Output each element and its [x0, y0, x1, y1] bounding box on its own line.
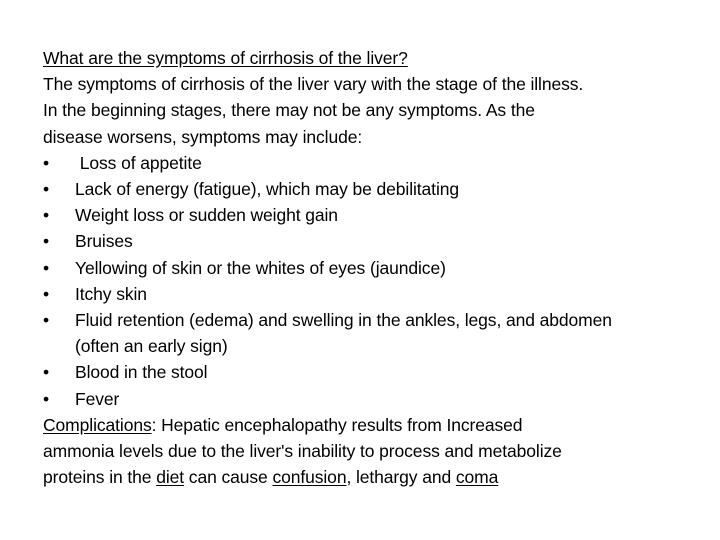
coma-term: coma: [455, 467, 499, 488]
complications-label: Complications: [43, 414, 152, 435]
complications-text: : Hepatic encephalopathy results from Increased: [151, 414, 523, 435]
list-item: [43, 255, 683, 281]
complications-text: proteins in the: [43, 467, 157, 488]
list-item: [43, 386, 683, 412]
symptom-text: Lack of energy (fatigue), which may be debilitating: [75, 179, 460, 200]
bullet-icon: •: [43, 179, 50, 200]
complications-text: can cause: [184, 467, 273, 488]
bullet-icon: •: [43, 388, 50, 409]
intro-line-3: disease worsens, symptoms may include:: [43, 126, 363, 147]
bullet-icon: •: [43, 310, 50, 331]
bullet-icon: •: [43, 205, 50, 226]
symptom-text: Loss of appetite: [75, 152, 202, 173]
symptom-text: Fluid retention (edema) and swelling in the ankles, legs, and abdomen (often an early sign): [75, 310, 612, 357]
list-item: [43, 150, 683, 176]
intro-line-2: In the beginning stages, there may not be any symptoms. As the: [43, 100, 535, 121]
symptom-text: Weight loss or sudden weight gain: [75, 205, 338, 226]
symptom-text: Blood in the stool: [75, 362, 208, 383]
complications-line-3: [43, 464, 683, 490]
list-item: [43, 307, 683, 359]
symptom-text: Bruises: [75, 231, 133, 252]
complications-line-2: ammonia levels due to the liver's inability to process and metabolize: [43, 441, 562, 462]
bullet-icon: •: [43, 231, 50, 252]
symptom-text: Itchy skin: [75, 283, 147, 304]
bullet-icon: •: [43, 152, 50, 173]
symptom-text: Fever: [75, 388, 120, 409]
slide-text-body: [43, 45, 683, 490]
diet-term: diet: [156, 467, 185, 488]
symptom-text: Yellowing of skin or the whites of eyes (jaundice): [75, 257, 446, 278]
confusion-term: confusion: [272, 467, 347, 488]
list-item: [43, 281, 683, 307]
bullet-icon: •: [43, 283, 50, 304]
bullet-icon: •: [43, 362, 50, 383]
list-item: [43, 228, 683, 254]
list-item: [43, 176, 683, 202]
list-item: [43, 202, 683, 228]
complications-line-1: [43, 412, 683, 438]
symptom-list: [43, 150, 683, 360]
symptom-list-continued: [43, 359, 683, 411]
intro-line-1: The symptoms of cirrhosis of the liver vary with the stage of the illness.: [43, 74, 584, 95]
bullet-icon: •: [43, 257, 50, 278]
complications-text: , lethargy and: [346, 467, 456, 488]
page-title: What are the symptoms of cirrhosis of the liver?: [43, 48, 408, 68]
list-item: [43, 359, 683, 385]
